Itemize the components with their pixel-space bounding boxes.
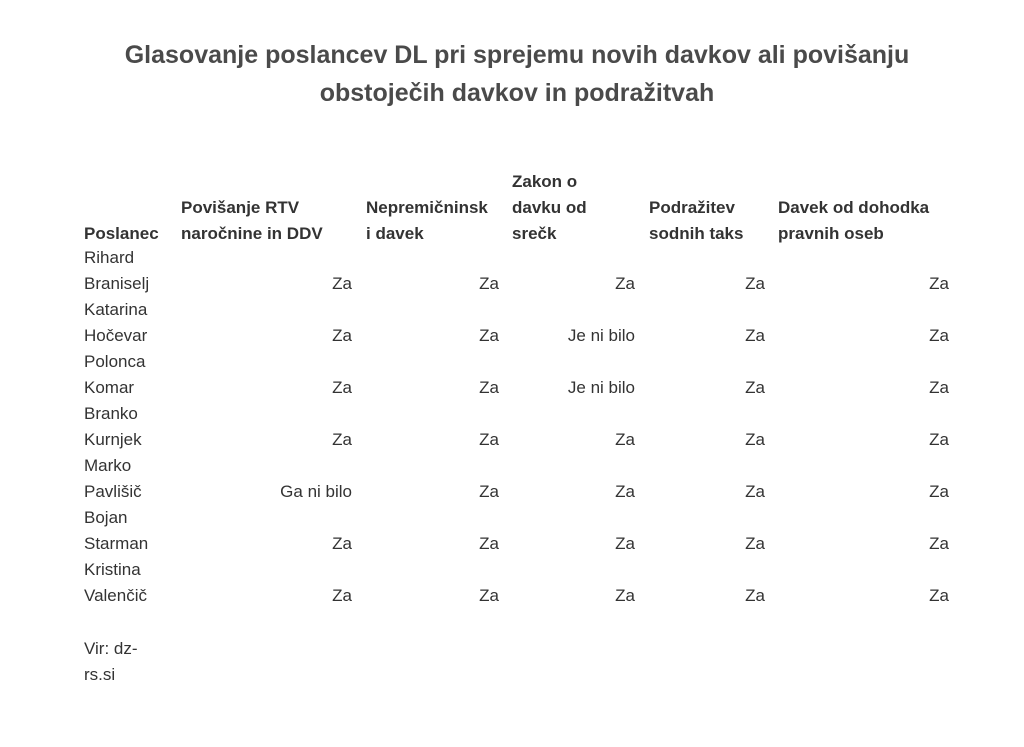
table-row-name	[84, 401, 142, 453]
vote-cell: Za	[479, 534, 499, 553]
vote-cell: Za	[615, 534, 635, 553]
vote-cell: Za	[929, 326, 949, 345]
first-name: Polonca	[84, 352, 146, 371]
first-name: Katarina	[84, 300, 148, 319]
vote-cell: Za	[479, 430, 499, 449]
column-header-line: Davek od dohodka	[778, 198, 930, 217]
last-name: Starman	[84, 534, 149, 553]
column-header-line: sodnih taks	[649, 224, 744, 243]
vote-cell: Za	[479, 274, 499, 293]
column-header-line: i davek	[366, 224, 424, 243]
table-row-name	[84, 505, 148, 557]
first-name: Branko	[84, 404, 138, 423]
vote-cell: Za	[615, 274, 635, 293]
vote-cell: Za	[332, 378, 352, 397]
column-header-sodne-takse	[649, 195, 743, 247]
column-header-line: Nepremičninsk	[366, 198, 488, 217]
vote-cell: Je ni bilo	[567, 326, 635, 345]
vote-cell: Za	[929, 586, 949, 605]
column-header-srecke	[512, 169, 587, 247]
row-header-poslanec: Poslanec	[84, 224, 159, 243]
table-row-name	[84, 245, 149, 297]
column-header-line: Podražitev	[649, 198, 735, 217]
page-title-line-1: Glasovanje poslancev DL pri sprejemu novih davkov ali povišanju	[124, 41, 910, 69]
column-header-nepremicninski	[366, 195, 488, 247]
first-name: Kristina	[84, 560, 141, 579]
table-row-name	[84, 557, 147, 609]
column-header-rtv	[181, 195, 323, 247]
vote-cell: Za	[929, 482, 949, 501]
last-name: Hočevar	[84, 326, 148, 345]
vote-cell: Za	[929, 378, 949, 397]
vote-cell: Za	[745, 482, 765, 501]
vote-cell: Za	[745, 430, 765, 449]
source-note	[84, 636, 138, 688]
column-header-dohodek-pravnih-oseb	[778, 195, 929, 247]
page-title-line-2: obstoječih davkov in podražitvah	[319, 79, 715, 107]
column-header-line: Zakon o	[512, 172, 578, 191]
column-header-line: naročnine in DDV	[181, 224, 323, 243]
vote-cell: Za	[615, 586, 635, 605]
vote-cell: Za	[745, 378, 765, 397]
vote-cell: Za	[745, 534, 765, 553]
last-name: Valenčič	[84, 586, 147, 605]
vote-cell: Za	[615, 482, 635, 501]
last-name: Pavlišič	[84, 482, 142, 501]
last-name: Braniselj	[84, 274, 150, 293]
vote-cell: Za	[479, 482, 499, 501]
first-name: Marko	[84, 456, 132, 475]
column-header-line: pravnih oseb	[778, 224, 884, 243]
vote-cell: Za	[929, 430, 949, 449]
table-row-name	[84, 297, 147, 349]
first-name: Rihard	[84, 248, 135, 267]
vote-cell: Za	[479, 378, 499, 397]
column-header-line: Povišanje RTV	[181, 198, 300, 217]
column-header-line: srečk	[512, 224, 557, 243]
vote-cell: Za	[929, 274, 949, 293]
vote-cell: Za	[332, 586, 352, 605]
vote-cell: Za	[332, 430, 352, 449]
vote-cell: Za	[745, 274, 765, 293]
column-header-line: davku od	[512, 198, 587, 217]
vote-cell: Ga ni bilo	[280, 482, 352, 501]
vote-cell: Za	[479, 586, 499, 605]
vote-cell: Je ni bilo	[567, 378, 635, 397]
source-line: Vir: dz-	[84, 639, 138, 658]
vote-cell: Za	[929, 534, 949, 553]
vote-cell: Za	[332, 274, 352, 293]
table-row-name	[84, 453, 142, 505]
table-row-name	[84, 349, 145, 401]
source-line: rs.si	[84, 665, 116, 684]
first-name: Bojan	[84, 508, 128, 527]
last-name: Kurnjek	[84, 430, 142, 449]
vote-cell: Za	[479, 326, 499, 345]
vote-cell: Za	[332, 326, 352, 345]
vote-cell: Za	[745, 586, 765, 605]
last-name: Komar	[84, 378, 135, 397]
vote-cell: Za	[332, 534, 352, 553]
vote-cell: Za	[745, 326, 765, 345]
vote-cell: Za	[615, 430, 635, 449]
